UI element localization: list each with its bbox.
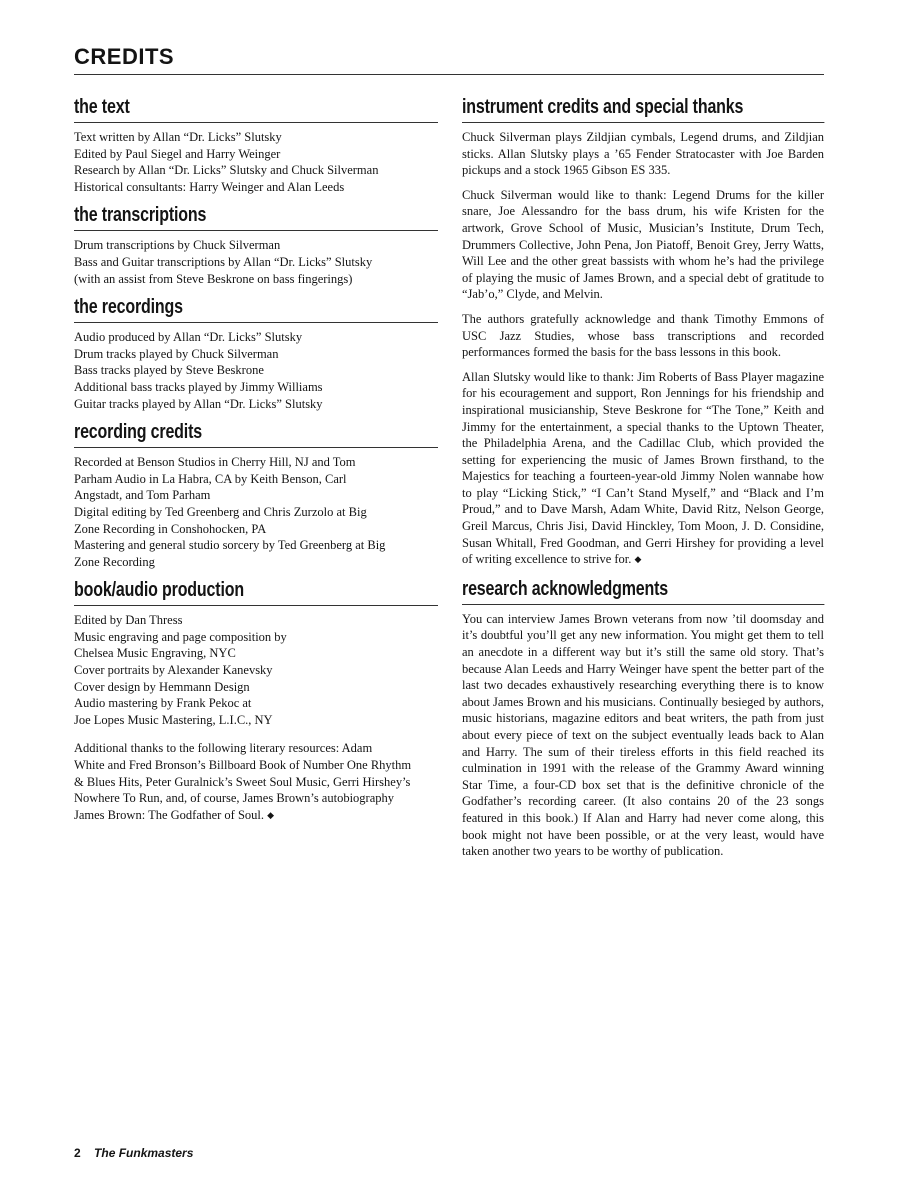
literary-line-text: James Brown: The Godfather of Soul. — [74, 807, 265, 822]
credit-line: Additional bass tracks played by Jimmy Williams — [74, 379, 323, 394]
credit-line: Historical consultants: Harry Weinger and Alan Leeds — [74, 179, 345, 194]
credit-line: Bass and Guitar transcriptions by Allan “Dr. Licks” Slutsky — [74, 254, 373, 269]
page-title: CREDITS — [74, 44, 824, 75]
section-the-text — [74, 94, 438, 195]
paragraph: Chuck Silverman plays Zildjian cymbals, Legend drums, and Zildjian sticks. Allan Slutsky plays a ’65 Fender Stratocaster with Joe Barden pickups and a stock 1965 Gibson ES 335. — [462, 130, 824, 178]
literary-line-last — [74, 807, 438, 824]
section-recordings — [74, 294, 438, 412]
page-number: 2 — [74, 1146, 81, 1160]
section-production — [74, 577, 438, 823]
credit-line: Mastering and general studio sorcery by Ted Greenberg at Big — [74, 538, 386, 553]
credit-line: Bass tracks played by Steve Beskrone — [74, 363, 264, 378]
paragraph: Chuck Silverman would like to thank: Legend Drums for the killer snare, Joe Alessandro for the bass drum, his wife Kristen for the artwork, Grove School of Music, Musician’s Institute, Drum Tech, Drummers Collective, John Pena, Jon Piatoff, Benoit Grey, Jerry Watts, Will Lee and the other great bassists with whom he’s had the privilege of playing the music of James Brown, and a special debt of gratitude to “Jab’o,” Clyde, and Melvin. — [462, 187, 824, 302]
credit-line: Chelsea Music Engraving, NYC — [74, 646, 236, 661]
literary-line: Additional thanks to the following literary resources: Adam — [74, 741, 373, 756]
paragraph: You can interview James Brown veterans from now ’til doomsday and it’s doubtful you’ll get any new information. You might get them to tell an anecdote in a different way but it’s still the same old story. That’s because Alan Leeds and Harry Weinger have spent the better part of the last two decades exhaustively researching everything there is to know about James Brown and his musicians. Continually besieged by authors, music historians, magazine editors and beat writers, the path from just about every piece of text on the subject eventually leads back to Alan and Harry. The sum of their tireless efforts in this field reached its culmination in 1991 with the release of the Grammy Award winning Star Time, a four-CD box set that is the definitive chronicle of the Godfather’s recording career. (It also contains 20 of the 23 songs featured in this book.) If Alan and Harry had never come along, this book might not have been possible, or at the very least, would have taken another two years to be worthy of publication. — [462, 611, 824, 859]
credit-line: Joe Lopes Music Mastering, L.I.C., NY — [74, 712, 273, 727]
section-heading: book/audio production — [74, 577, 438, 606]
section-heading: the recordings — [74, 294, 438, 323]
paragraph-last — [462, 369, 824, 568]
paragraph: The authors gratefully acknowledge and thank Timothy Emmons of USC Jazz Studies, whose bass transcriptions and recorded performances formed the basis for the bass lessons in this book. — [462, 311, 824, 360]
section-instrument-credits — [462, 94, 824, 568]
literary-line: Nowhere To Run, and, of course, James Brown’s autobiography — [74, 791, 395, 806]
section-research — [462, 576, 824, 860]
credit-line: Audio produced by Allan “Dr. Licks” Slutsky — [74, 330, 303, 345]
section-heading: research acknowledgments — [462, 576, 824, 605]
paragraph-text: Allan Slutsky would like to thank: Jim Roberts of Bass Player magazine for his ecouragement and support, Ron Jennings for his friendship and inspirational musicianship, Steve Beskrone for “The Tone,” Keith and Jimmy for the entertainment, a special thanks to the Uptown Theater, the Philadelphia Arena, and the Cadillac Club, which provided the setting for experiencing the music of James Brown firsthand, to the Majestics for teaching a fourteen-year-old Jimmy Nolen wannabe how to play “Licking Stick,” “I Can’t Stand Myself,” and “Black and I’m Proud,” and to Dave Marsh, Adam White, David Ritz, Nelson George, Greil Marcus, Chris Jisi, David Hinckley, Tom Moon, J. D. Considine, Susan Whitall, Fred Goodman, and Gerri Hirshey for providing a level of writing excellence to strive for. — [462, 369, 824, 567]
right-column — [462, 94, 824, 868]
literary-line: & Blues Hits, Peter Guralnick’s Sweet Soul Music, Gerri Hirshey’s — [74, 774, 411, 789]
page-footer — [74, 1146, 193, 1160]
credit-line: Drum tracks played by Chuck Silverman — [74, 346, 279, 361]
section-heading: recording credits — [74, 419, 438, 448]
left-column — [74, 94, 438, 830]
literary-thanks — [74, 740, 438, 823]
credit-line: Edited by Dan Thress — [74, 613, 183, 628]
book-title: The Funkmasters — [94, 1146, 194, 1160]
credit-line: Digital editing by Ted Greenberg and Chris Zurzolo at Big — [74, 504, 367, 519]
credit-line: Edited by Paul Siegel and Harry Weinger — [74, 146, 281, 161]
credit-line: Audio mastering by Frank Pekoc at — [74, 696, 252, 711]
credit-line: Drum transcriptions by Chuck Silverman — [74, 238, 281, 253]
credit-line: Parham Audio in La Habra, CA by Keith Benson, Carl — [74, 471, 347, 486]
credit-line: Zone Recording — [74, 554, 155, 569]
credit-line: Research by Allan “Dr. Licks” Slutsky and Chuck Silverman — [74, 163, 379, 178]
credit-line: Zone Recording in Conshohocken, PA — [74, 521, 267, 536]
credit-line: (with an assist from Steve Beskrone on bass fingerings) — [74, 271, 353, 286]
credit-line: Guitar tracks played by Allan “Dr. Licks” Slutsky — [74, 396, 323, 411]
credit-line: Angstadt, and Tom Parham — [74, 488, 211, 503]
literary-line: White and Fred Bronson’s Billboard Book of Number One Rhythm — [74, 758, 412, 773]
end-mark-icon: ◆ — [634, 554, 642, 565]
credit-line: Cover design by Hemmann Design — [74, 679, 250, 694]
credit-line: Recorded at Benson Studios in Cherry Hill, NJ and Tom — [74, 455, 356, 470]
credit-line: Text written by Allan “Dr. Licks” Slutsky — [74, 130, 282, 144]
section-heading: the transcriptions — [74, 202, 438, 231]
section-heading: instrument credits and special thanks — [462, 94, 824, 123]
credit-line: Cover portraits by Alexander Kanevsky — [74, 663, 273, 678]
credit-line: Music engraving and page composition by — [74, 629, 287, 644]
section-transcriptions — [74, 202, 438, 287]
section-recording-credits — [74, 419, 438, 570]
end-mark-icon: ◆ — [267, 809, 275, 820]
section-heading: the text — [74, 94, 438, 123]
